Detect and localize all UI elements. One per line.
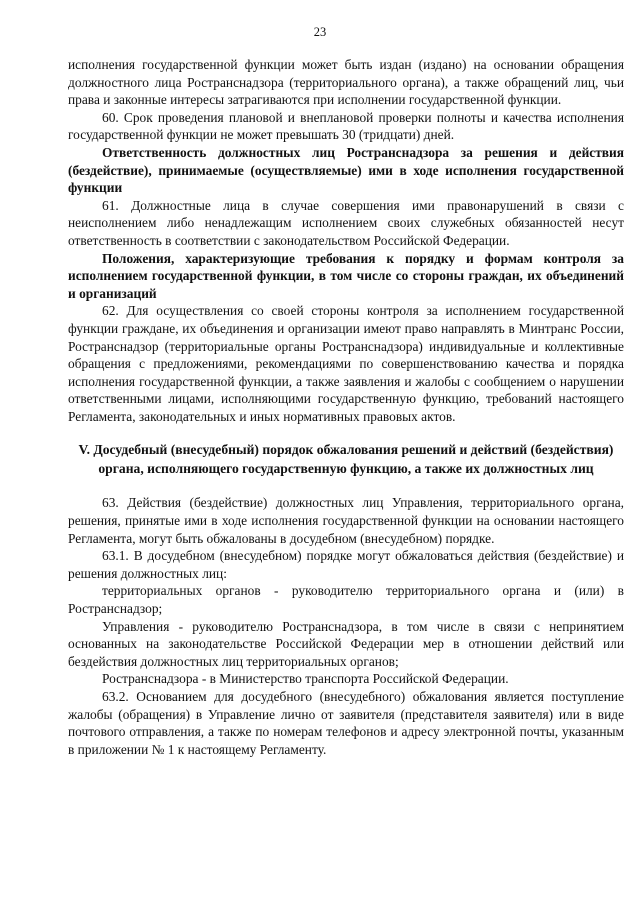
section-heading-control-requirements: Положения, характеризующие требования к порядку и формам контроля за исполнением государственной функции, в том числе со стороны граждан, их объединений и организаций xyxy=(68,250,624,301)
paragraph-63: 63. Действия (бездействие) должностных лиц Управления, территориального органа, решения, принятые ими в ходе исполнения государственной функции на основании настоящего Регламента, могут быть обжалованы в досудебном (внесудебном) порядке. xyxy=(68,495,624,546)
paragraph-63-2: 63.2. Основанием для досудебного (внесудебного) обжалования является поступление жалобы (обращения) в Управление лично от заявителя (представителя заявителя) или в виде почтового отправления, а также по номерам телефонов и адресу электронной почты, указанным в приложении № 1 к настоящему Регламенту. xyxy=(68,689,624,757)
chapter-heading-v: V. Досудебный (внесудебный) порядок обжалования решений и действий (бездействия) органа, исполняющего государственную функцию, а также их должностных лиц xyxy=(78,442,614,476)
paragraph-directorates: Управления - руководителю Ространснадзора, в том числе в связи с непринятием основанных на законодательстве Российской Федерации мер в отношении действий или бездействия должностных лиц территориальных органов; xyxy=(68,618,624,669)
paragraph-rostransnadzor: Ространснадзора - в Министерство транспорта Российской Федерации. xyxy=(102,671,509,687)
page-number: 23 xyxy=(313,25,327,39)
paragraph-61: 61. Должностные лица в случае совершения ими правонарушений в связи с неисполнением либо ненадлежащим исполнением своих служебных обязанностей несут ответственность в соответствии с законодательством Российской Федерации. xyxy=(68,197,624,248)
paragraph-territorial-bodies: территориальных органов - руководителю территориального органа и (или) в Ространснадзор; xyxy=(68,583,624,617)
paragraph-63-1: 63.1. В досудебном (внесудебном) порядке могут обжаловаться действия (бездействие) и решения должностных лиц: xyxy=(68,548,624,581)
paragraph-60: 60. Срок проведения плановой и внеплановой проверки полноты и качества исполнения государственной функции не может превышать 30 (тридцати) дней. xyxy=(68,109,624,143)
document-body xyxy=(68,56,624,758)
paragraph-62: 62. Для осуществления со своей стороны контроля за исполнением государственной функции граждане, их объединения и организации имеют право направлять в Минтранс России, Ространснадзор (территориальные органы Ространснадзора) индивидуальные и коллективные обращения с предложениями, рекомендациями по совершенствованию качества и порядка исполнения государственной функции, а также заявления и жалобы с сообщением о нарушении ответственными лицами, исполняющими государственную функцию, требований настоящего Регламента, законодательных и иных нормативных правовых актов. xyxy=(68,303,624,424)
section-heading-responsibility: Ответственность должностных лиц Ространснадзора за решения и действия (бездействие), принимаемые (осуществляемые) ими в ходе исполнения государственной функции xyxy=(68,144,624,196)
paragraph-continuation: исполнения государственной функции может быть издан (издано) на основании обращения должностного лица Ространснадзора (территориального органа), а также обращений лиц, чьи права и законные интересы затрагиваются при исполнении государственной функции. xyxy=(68,57,624,108)
